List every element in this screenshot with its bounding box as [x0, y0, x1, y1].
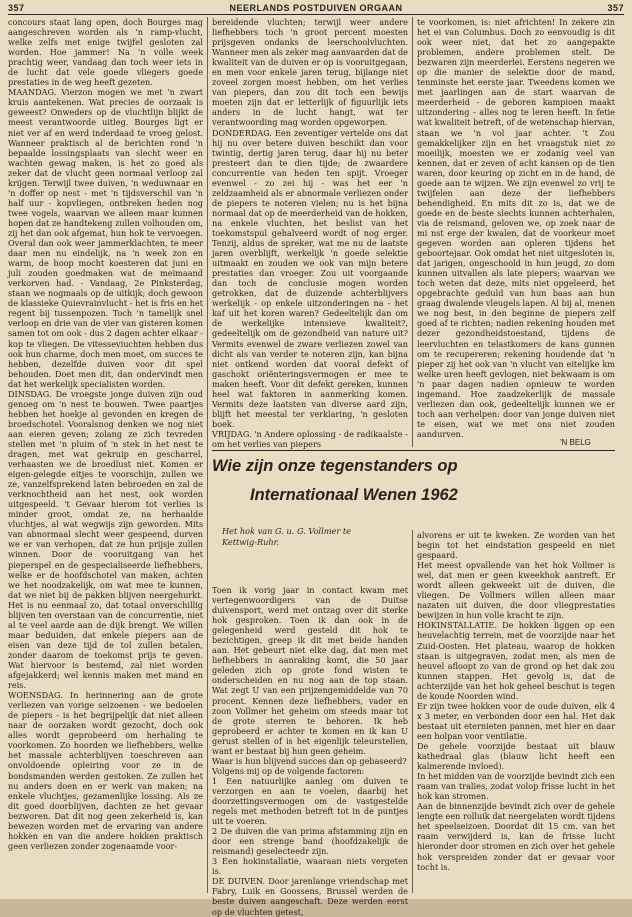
- byline-line: Het hok van G. u. G. Vollmer te: [222, 526, 351, 536]
- paragraph: MAANDAG. Vierzon mogen we met 'n zwart kruis aantekenen. Wat precies de oorzaak is geweest? Onweders op de vluchtlijn blijkt de meest verantwoorde uitleg. Bourges ligt er niet ver af en werd inderdaad te vroeg gelost. Wanneer praktisch al de berichten rond 'n bepaalde lossingsplaats van slecht weer en wachten gewag maken, is het zo goed als zeker dat de vlucht geen normaal verloop zal krijgen. Terwijl twee duiven, 'n weduwnaar en 'n doffer op nest - met 'n tijdsverschil van 'n half uur - kopvliegen, ontbreken heden nog twee vogels, waarvan we alleen maar kunnen hopen dat ze handtekeng zullen volhouden om, zij het dan ook afgemat, hun hok te vervoegen. Overal dan ook weer jammerklachten, te meer daar men nu eindelijk, na 'n week zon en warm, de hoop mocht koesteren dat juni en juli zouden goedmaken wat de meimaand verkorven had. - Vandaag, 2e Pinksterdag, staan we nogmaals op de uitkijk; doch gewoon de klassieke Quievrainvlucht - het is fris en het regent bij tussenpozen. Toch 'n tamelijk snel verloop en drie van de vier van gisteren komen samen tot om ook - dus 2 dagen achter elkaar - kop te vliegen. De vitesseviuchten hebben dus ook hun charme, doch men moet, om succes te hebben, dezelfde duiven voor dit spel behouden. Doet men dit, dan ondervindt men dat het werkelijk specialisten worden.: [8, 87, 203, 389]
- column-3: [417, 17, 615, 439]
- paragraph: 1 Een natuurlijke aanleg om duiven te verzorgen en aan te voelen, daarbij het doorzettingsvermogen om de vastgestelde regels met methoden betreft tot in de puntjes uit te voeren.: [212, 775, 408, 827]
- column-divider: [412, 530, 413, 893]
- paragraph: HOKINSTALLATIE. De hokken liggen op een heuvelachtig terrein, met de voorzijde naar het Zuid-Oosten. Het plateau, waarop de hokken staan is uitgegraven, zodat men, als men de heuvel afloopt zo van de grond op het dak zou kunnen stappen. Het gevolg is, dat de achterzijde van het hok geheel beschut is tegen de koude Noorden wind.: [417, 620, 615, 701]
- column-divider: [412, 17, 413, 447]
- paragraph: De gehele voorzijde bestaat uit blauw kathedraal glas (blauw licht heeft een kalmerende invloed).: [417, 740, 615, 772]
- article-column-1: [212, 585, 408, 917]
- publication-title: NEERLANDS POSTDUIVEN ORGAAN: [229, 3, 403, 13]
- column-1: [8, 17, 203, 893]
- paragraph: In het midden van de voorzijde bevindt zich een raam van tralies, zodat volop frisse lucht in het hok kan stromen.: [417, 771, 615, 802]
- paragraph: 3 Een hokinstallatie, waaraan niets vergeten is.: [212, 856, 408, 877]
- paragraph: DE DUIVEN. Door jarenlange vriendschap met Fabry, Luik en Goossens, Brussel werden de beste duiven aangeschaft. Deze werden eerst op de vluchten getest,: [212, 876, 408, 917]
- paragraph: DONDERDAG. Een zeventiger vertelde ons dat hij nu over betere duiven beschikt dan voor twintig, dertig jaren terug, daar hij nu beter presteert dan te dien tijde; de zwaardere concurrentie van heden ten spijt. Vroeger evenwel - zo zei hij - was het eer 'n zeldzaamheid als er abnormale verliezen onder de piepers te noteren vielen; nu is het bijna normaal dat op de meerderheid van de hokken, na enkele vluchten, het beslist van het toekomstspul gehalveerd wordt of nog erger. Tenzij, aldus de spreker, wat me nu de laatste jaren overblijft, werkelijk 'n goede selektie uitmaakt en zouden we ook van mijn betere prestaties dan vroeger. Zou uit voorgaande dan toch de conclusie mogen worden getrokken, dat de duizende achterblijvers werkelijk - op enkele uitzonderingen na - het kaf uit het koren waren? Gedeeltelijk dan om de werkelijke intensieve kwaliteit?, gedeeltelijk om de gezondheid van nature uit? Vermits evenwel de zware verliezen zowel van dicht als van verder te noteren zijn, kan bijna niet ontkend worden dat vooral defekt of gaschokt oriënteringsvermogen er mee te maken heeft. Voor dit defekt gereken, kunnen heel wat faktoren in aanmerking komen. Vermits deze laatsten van diverse aard zijn, blijft het meestal ter verklaring, 'n gesloten boek.: [212, 127, 408, 429]
- paragraph: bereidende vluchten; terwijl weer andere liefhebbers toch 'n groot percent moesten prijsgeven ondanks de leerschoolvluchten. Wanneer men als zeker mag aanvaarden dat de kwaliteit van de duiven er op is vooruitgegaan, en men voor enkele jaren terug, bijlange niet zoveel zorgen moest hebben, om het verlies van piepers, dan zou dit toch een bewijs moeten zijn dat er letterlijk of figuurlijk iets anders in de lucht hangt, wat ter verantwoording mag worden opgeworpen.: [212, 17, 408, 128]
- paragraph: 2 De duiven die van prima afstamming zijn en door een strenge band (hoofdzakelijk de reismand) geselecteedr zijn.: [212, 826, 408, 857]
- paragraph: DINSDAG. De vroegste jonge duiven zijn oud genoeg om 'n nest te bouwen. Twee paartjes hebben het hoekje al gevonden en kregen de broedschotel. Vooralsnog denken we nog niet aan eieren geven; zolang ze zich tevreden stellen met 'n pluim of 'n stek in het nest te dragen, met wat gekruip en gescharrel, verhaasten we de broedlust niet. Komen er eigen-gelegde eitjes te voorschijn, zullen we ze, vanzelfsprekend laten bebroeden en zal de verknochtheid aan het nest, ook worden uitgespeeld. 't Gevaar hierom tot verlies is minder groot, omdat ze, na herhaalde vluchtjes, al wat wegwijs zijn geworden. Mits van abnormaal slecht weer gespeend, durven we er van verhopen, dat ze hun prijsje zullen winnen. Door de vooruitgang van het pieperspel en de gespecialiseerde liefhebbers, welke er de hoofdschotel van maken, achten we het noodzakelijk, om wat mee te kunnen, dat we niet bij de pakken blijven neergehurkt. Het is nu eenmaal zo, dat totaal onverschillig blijven ten overstaan van de concurrentie, niet al te veel aarde aan de dijk brengt. We willen maar beduiden, dat enkele piepers aan de eisen van deze tijd de tol zullen betalen, zonder daarom de toekomst prijs te geven. Wat hiervoor is bestemd, zal niet worden afgejakkerd; wel kennis maken met mand en reis.: [8, 388, 203, 691]
- author-signature: 'N BELG: [560, 438, 591, 447]
- paragraph: VRIJDAG. 'n Andere oplossing - de radikaalste - om het verlies van piepers: [212, 428, 408, 449]
- paragraph: Toen ik vorig jaar in contact kwam met vertegenwoordigers van de Duitse duivensport, werd met ontzag over dit sterke hok gesproken. Toen ik dan ook in de gelegenheid werd gesteld dit hok te bezichtigen, greep ik dit met beide handen aan. Het gebeurt niet elke dag, dat men met liefhebbers in aanraking komt, die 50 jaar geleden zich op grote fond wisten te onderscheiden en nu nog aan de top staan. Wat zegt U van een prijzengemiddelde van 70 procent. Kennen deze liefhebbers, vader en zoon Vollmer het geheim om steeds maar tot de grote sterren te behoren. Ik heb geprobeerd er achter te komen en ik kan U gerust stellen of is het eigenlijk teleurstellen, want er bestaat bij hun geen geheim.: [212, 585, 408, 756]
- article-column-2: [417, 530, 615, 893]
- paragraph: concours staat lang open, doch Bourges mag aangeschreven worden als 'n ramp-vlucht, welke zelfs met enige twijfel gesloten zal worden. Hoe jammer! Na 'n volle week prachtig weer, vandaag dan toch weer iets in de lucht dat vele goede vliegers goede prestaties in de weg heeft gezeten.: [8, 17, 203, 88]
- paragraph: Volgens mij op de volgende factoren:: [212, 765, 365, 776]
- byline-line: Kettwig-Ruhr.: [222, 537, 280, 547]
- paragraph: Er zijn twee hokken voor de oude duiven, elk 4 x 3 meter, en verbonden door een hal. Het dak bestaat uit eternieten pannen, met hier en daar een holpan voor ventilatie.: [417, 700, 615, 741]
- article-rule: [212, 450, 615, 451]
- header-rule: [8, 14, 624, 15]
- paragraph: WOENSDAG. In herinnering aan de grote verliezen van vorige seizoenen - we bedoelen de piepers - is het begrijpelijk dat niet alleen naar de oorzaken wordt gezocht, doch ook alles wordt geprobeerd om herhaling te voorkomen. Zo hoorden we liefhebbers, welke het massale achterblijven toeschreven aan onvoldoende opleiring voor ze in de bondsmanden werden gestoken. Ze zullen het nu anders doen en er werk van maken; na enkele vluchtjes, gezamenlijke lossing. Als ze dit goed doorblijven, dachten ze het gevaar bezworen. Dat dit nog geen zekerheid is, kan bewezen worden met de ervaring van andere hokken en van die andere hokken praktisch geen verliezen zonder zogenaamde voor-: [8, 690, 203, 851]
- paragraph: Het meest opvallende van het hok Vollmer is wel, dat men er geen kweekhok aantreft. Er wordt alleen gekweekt uit de duiven, die vliegen. De Vollmers willen alleen maar nazaten uit duiven, die door vliegprestaties bewijzen in hun volle kracht te zijn.: [417, 560, 615, 621]
- paragraph: alvorens er uit te kweken. Ze worden van het begin tot het eindstation gespeeld en niet gespaard.: [417, 530, 615, 561]
- page-number-right: 357: [607, 3, 624, 13]
- paragraph: Aan de binnenzijde bevindt zich over de gehele lengte een rolluik dat neergelaten wordt tijdens het speelseizoen. Doordat dit 15 cm. van het raam verwijderd is, kan de frisse lucht hieronder door stromen en zich over het gehele hok verspreiden zonder dat er gevaar voor tocht is.: [417, 801, 615, 872]
- paragraph: Waar is hun blijvend succes dan op gebaseerd?: [212, 755, 407, 766]
- column-divider: [207, 17, 208, 893]
- article-headline-line-2: Internationaal Wenen 1962: [250, 486, 458, 504]
- column-2: [212, 17, 408, 447]
- page-number-left: 357: [8, 3, 25, 13]
- article-headline-line-1: Wie zijn onze tegenstanders op: [212, 457, 458, 475]
- article-byline: [222, 526, 402, 548]
- paragraph: te voorkomen, is: niet africhten! In zekere zin het ei van Columbus. Doch zo eenvoudig is dit ook weer niet, dat het zo aangepakte problemen, andere problemen stelt. De bezwaren zijn meerderlei. Eerstens negeren we op die manier de selektie door de mand, tenminste het eerste jaar. Tweedens komen we met jaarlingen aan de start waarvan de meerderheid - de geboren kampioen maakt uitzondering - alles nog te leren heeft. In fetie wat kwaliteit betreft, of de wetenschap hiervan, staan we 'n vol jaar achter. 't Zou gemakkelijker zijn en het vraagstuk niet zo moeilijk, moesten we er zodanig veel van kennen, dat er zeven of acht kansen op de tien waren, door keuring op zicht en in de hand, de goede aan te wijzen. We zijn evenwel zo vrij te twijfelen aan deze der liefhebbers behendigheid. En mits dit zo is, dat we de goede en de beste slechts kunnen achterhalen, via de reismand, geloven we, op zoek naar de mi nst erge der kwalen, dat de voorkeur moet gegeven worden aan opleren tijdens het geboortejaar. Ook omdat het niet uitgesloten is, dat jarigen, ongeschoold in hun jeugd, zo dom kunnen uitvallen als late piepers; waarvan we toch weten dat deze, mits niet opgeleerd, het opgebrachte geduld van hun baas aan hun graag dwalende vleugels lapen. Al bij al, menen we nog best, in den beginne de piepers zelf goed af te richten; nadien rekening houden met dezer gezondheidstoestand, tijdens de leervluchten en telastkomers de kans gunnen om te recupereren; rekening houdende dat 'n pieper zij het ook van 'n vlucht van eitelijke km welke uren heeft gevlogen, niet bekwaam is om 'n paar dagen nadien opnieuw te worden ingemand. Hoe zaadzekerlijk de massale verliezen dan ook, gedeeltelijk kunnen we er toch aan verhelpen: door van jonge duiven niet te eisen, wat we met ons niet zouden aandurven.: [417, 17, 615, 439]
